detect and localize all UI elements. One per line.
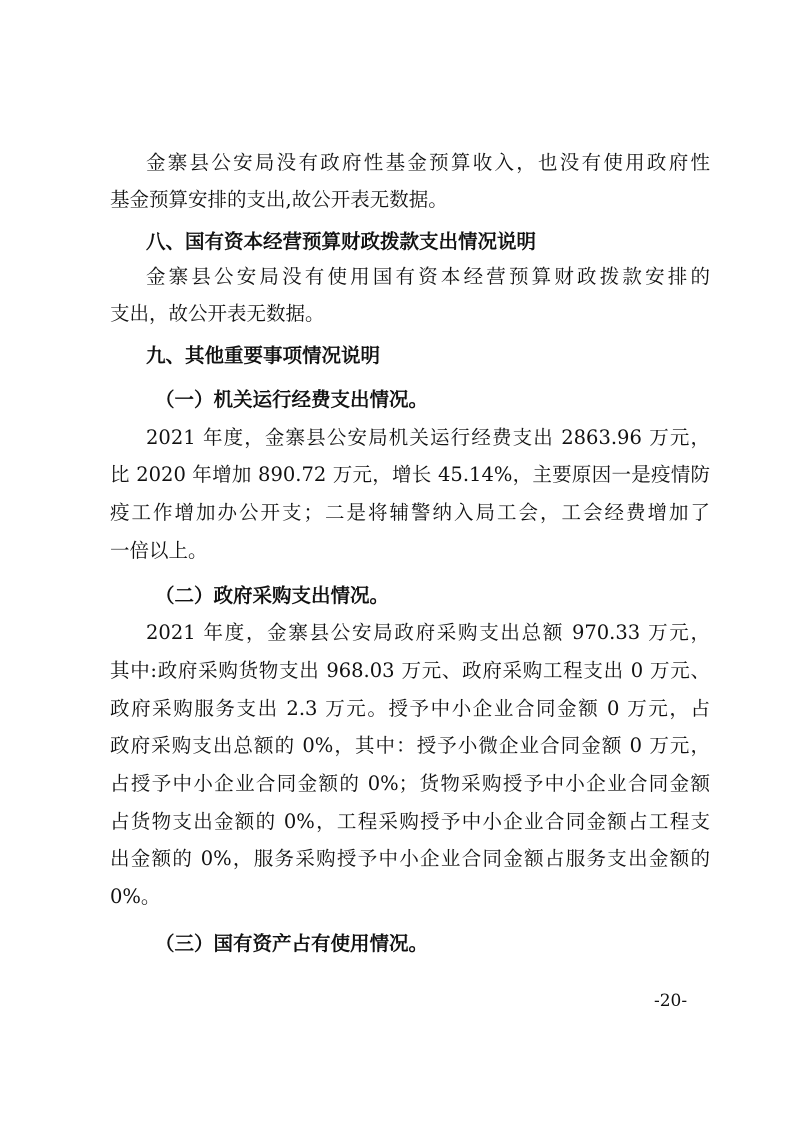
paragraph-line: 其中:政府采购货物支出 968.03 万元、政府采购工程支出 0 万元、 — [110, 659, 710, 682]
section-heading: 八、国有资本经营预算财政拨款支出情况说明 — [146, 230, 537, 253]
page-number: -20- — [654, 991, 688, 1011]
paragraph-line: 疫工作增加办公开支；二是将辅警纳入局工会，工会经费增加了 — [110, 501, 710, 524]
paragraph-line: 支出，故公开表无数据。 — [110, 302, 325, 325]
paragraph-line: 金寨县公安局没有使用国有资本经营预算财政拨款安排的 — [146, 265, 710, 288]
paragraph-line: 2021 年度，金寨县公安局机关运行经费支出 2863.96 万元， — [146, 426, 710, 449]
paragraph-line: 占授予中小企业合同金额的 0%；货物采购授予中小企业合同金额 — [110, 772, 710, 795]
paragraph-line: 占货物支出金额的 0%，工程采购授予中小企业合同金额占工程支 — [110, 810, 710, 833]
subsection-heading: （一）机关运行经费支出情况。 — [155, 388, 429, 411]
paragraph-line: 2021 年度，金寨县公安局政府采购支出总额 970.33 万元， — [146, 621, 710, 644]
paragraph-line: 金寨县公安局没有政府性基金预算收入，也没有使用政府性 — [146, 151, 710, 174]
paragraph-line: 出金额的 0%，服务采购授予中小企业合同金额占服务支出金额的 — [110, 847, 710, 870]
paragraph-line: 0%。 — [110, 885, 161, 908]
paragraph-line: 政府采购支出总额的 0%，其中：授予小微企业合同金额 0 万元， — [110, 734, 710, 757]
section-heading: 九、其他重要事项情况说明 — [146, 344, 381, 367]
subsection-heading: （三）国有资产占有使用情况。 — [155, 932, 429, 955]
paragraph-line: 一倍以上。 — [110, 539, 208, 562]
paragraph-line: 政府采购服务支出 2.3 万元。授予中小企业合同金额 0 万元，占 — [110, 697, 710, 720]
paragraph-line: 基金预算安排的支出,故公开表无数据。 — [110, 188, 448, 211]
subsection-heading: （二）政府采购支出情况。 — [155, 584, 390, 607]
paragraph-line: 比 2020 年增加 890.72 万元，增长 45.14%，主要原因一是疫情防 — [110, 463, 710, 486]
